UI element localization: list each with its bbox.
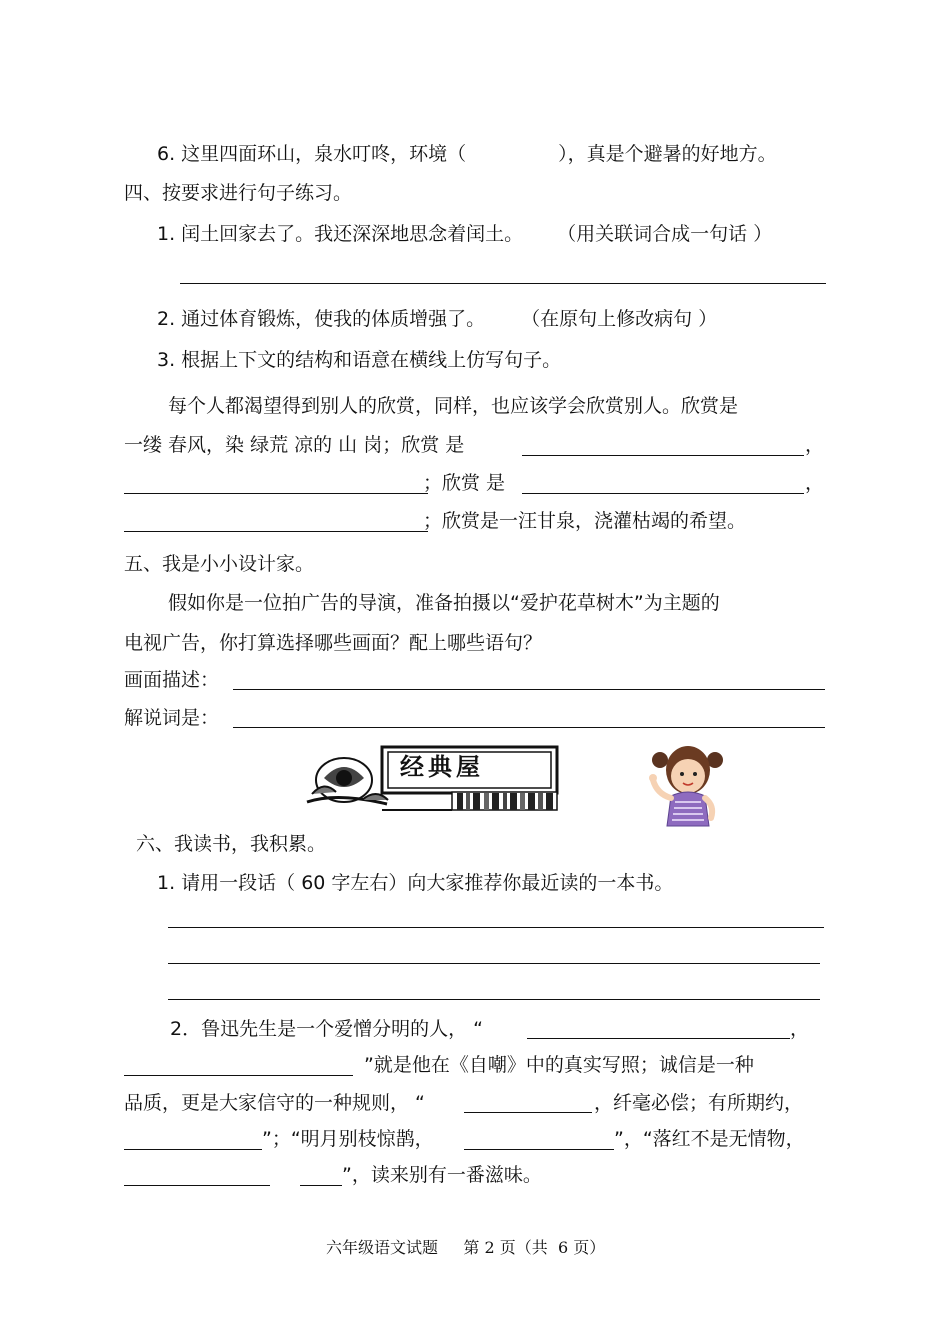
item-1-note: （用关联词合成一句话 ） xyxy=(557,223,773,245)
recommend-line-3[interactable] xyxy=(168,999,820,1000)
passage-line-2 xyxy=(124,433,464,457)
page-footer: 六年级语文试题 第 2 页（共 6 页） xyxy=(326,1238,606,1257)
item-2-line-1-suffix: ， xyxy=(790,1018,810,1040)
recommend-line-2[interactable] xyxy=(168,963,820,964)
blank-6-2-a[interactable] xyxy=(527,1038,790,1039)
item-2-text: 2. 通过体育锻炼，使我的体质增强了。 xyxy=(157,308,486,330)
question-6 xyxy=(157,142,777,166)
section-6-heading: 六、我读书，我积累。 xyxy=(136,833,327,855)
blank-6-2-c[interactable] xyxy=(464,1112,592,1113)
item-1-text: 1. 闰土回家去了。我还深深地思念着闰土。 xyxy=(157,223,524,245)
blank-6-2-f[interactable] xyxy=(124,1185,270,1186)
blank-6-2-b[interactable] xyxy=(124,1075,353,1076)
blank-line-3b[interactable] xyxy=(522,493,804,494)
blank-6-2-e[interactable] xyxy=(464,1149,614,1150)
comma-2: ， xyxy=(805,472,825,494)
blank-line-2[interactable] xyxy=(522,455,804,456)
blank-6-2-d[interactable] xyxy=(124,1149,262,1150)
passage-line-4-suffix: ；欣赏是一汪甘泉，浇灌枯竭的希望。 xyxy=(423,510,747,532)
girl-pointing-image xyxy=(645,740,730,832)
item-2-line-1-prefix: 2．鲁迅先生是一个爱憎分明的人， “ xyxy=(170,1018,483,1040)
narration-label: 解说词是： xyxy=(124,707,220,729)
item-2-line-4-mid: ”；“明月别枝惊鹊， xyxy=(262,1128,434,1150)
scene-input-line[interactable] xyxy=(233,689,825,690)
recommend-line-1[interactable] xyxy=(168,927,824,928)
section-4-heading: 四、按要求进行句子练习。 xyxy=(124,182,353,204)
section-4-item-1 xyxy=(157,222,772,246)
scene-label: 画面描述： xyxy=(124,669,220,691)
section-5-heading: 五、我是小小设计家。 xyxy=(124,553,315,575)
item-2-line-2-suffix: ”就是他在《自嘲》中的真实写照；诚信是一种 xyxy=(364,1054,754,1076)
item-2-line-4-suffix: ”，“落红不是无情物， xyxy=(614,1128,805,1150)
passage-line-1: 每个人都渴望得到别人的欣赏，同样，也应该学会欣赏别人。欣赏是 xyxy=(168,395,739,417)
section-5-para-2: 电视广告，你打算选择哪些画面？配上哪些语句？ xyxy=(124,632,543,654)
section-5-para-1: 假如你是一位拍广告的导演，准备拍摄以“爱护花草树木”为主题的 xyxy=(168,592,720,614)
section-4-item-3: 3. 根据上下文的结构和语意在横线上仿写句子。 xyxy=(157,349,562,371)
item-2-note: （在原句上修改病句 ） xyxy=(521,308,718,330)
item-2-line-3-suffix: ，纤毫必偿；有所期约， xyxy=(594,1092,804,1114)
answer-line-4-1[interactable] xyxy=(180,283,826,284)
banner-title: 经典屋 xyxy=(400,752,484,781)
rose-icon xyxy=(307,758,388,804)
blank-line-4[interactable] xyxy=(124,531,428,532)
blank-line-3a[interactable] xyxy=(124,493,428,494)
section-4-item-2 xyxy=(157,307,717,331)
section-6-item-1: 1. 请用一段话（ 60 字左右）向大家推荐你最近读的一本书。 xyxy=(157,872,674,894)
blank-6-2-g[interactable] xyxy=(300,1185,342,1186)
narration-input-line[interactable] xyxy=(233,727,825,728)
books-icon xyxy=(452,792,557,810)
question-6-prefix: 6. 这里四面环山，泉水叮咚，环境（ xyxy=(157,143,467,165)
passage-line-2-prefix: 一缕 春风，染 绿荒 凉的 山 岗；欣赏 是 xyxy=(124,434,465,456)
item-2-line-3-prefix: 品质，更是大家信守的一种规则， “ xyxy=(124,1092,425,1114)
question-6-suffix: ），真是个避暑的好地方。 xyxy=(558,143,777,165)
comma-1: ， xyxy=(805,434,825,456)
item-2-line-5-suffix: ”，读来别有一番滋味。 xyxy=(342,1164,542,1186)
passage-line-3-mid: ；欣赏 是 xyxy=(423,472,506,494)
